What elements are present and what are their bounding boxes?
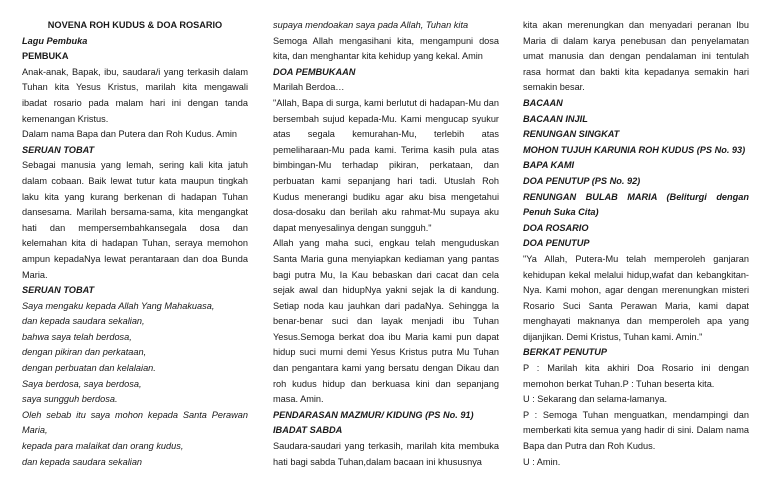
paragraph-semoga: Semoga Allah mengasihani kita, mengampuni dosa kita, dan menghantar kita kehidup yang kekal. Amin [273,35,499,62]
confiteor-continuation: supaya mendoakan saya pada Allah, Tuhan kita [273,20,469,30]
heading-doa-pembukaan: DOA PEMBUKAAN [273,66,356,77]
dialog-line-p: P : Semoga Tuhan menguatkan, mendampingi dan memberkati kita semua yang hadir di sini. Dalam nama Bapa dan Putra dan Roh Kudus. [523,409,749,452]
heading-lagu-pembuka: Lagu Pembuka [22,35,88,46]
heading-pendarasan-mazmur: PENDARASAN MAZMUR/ KIDUNG (PS No. 91) [273,409,474,420]
paragraph-doa-pembukaan: "Allah, Bapa di surga, kami berlutut di hadapan-Mu dan bersembah sujud kepada-Mu. Kami mengucap syukur atas segala kemurahan-Mu, terlebih atas pemeliharaan-Mu pada kami. Terima kasih pula atas bimbingan-Mu terhadap pikiran, perkataan, dan perbuatan kami sepanjang hari tadi. Utuslah Roh Kudus menerangi budiku agar aku bisa mengetahui dosa-dosaku dan berilah aku rahmat-Mu supaya aku dapat menyesalinya dengan sungguh." [273,97,499,233]
heading-doa-rosario: DOA ROSARIO [523,222,589,233]
confiteor-line: dan kepada saudara sekalian, [22,316,145,327]
paragraph-allah-maha-suci: Allah yang maha suci, engkau telah menguduskan Santa Maria guna menyiapkan kediaman yang pantas bagi putra Mu, Ia Kau bebaskan dari cacat dan cela sejak awal dan hidupNya yakni sejak la di kandung. Setiap noda kau jauhkan dari padaNya. Sehingga la benar-benar suci dan layak menjadi ibu Tuhan Yesus.Semoga berkat doa ibu Maria kami pun dapat hidup suci murni demi Yesus Kristus putra Mu Tuhan dan pengantara kami yang bersatu dengan Dikau dan roh kudus hidup dan berkuasa kini dan sepanjang masa. Amin. [273,238,499,405]
confiteor-line: bahwa saya telah berdosa, [22,331,132,342]
column-left [22,18,248,470]
heading-bacaan-injil: BACAAN INJIL [523,113,588,124]
dialog-line-u: U : Sekarang dan selama-lamanya. [523,394,668,405]
column-middle [273,18,499,470]
heading-renungan-singkat: RENUNGAN SINGKAT [523,129,620,140]
column-right [523,18,749,470]
confiteor-line: Saya berdosa, saya berdosa, [22,378,142,389]
paragraph-ibadat-sabda: Saudara-saudari yang terkasih, marilah kita membuka hati bagi sabda Tuhan,dalam bacaan ini khususnya [273,441,499,467]
heading-doa-penutup-92: DOA PENUTUP (PS No. 92) [523,175,641,186]
heading-mohon-tujuh-karunia: MOHON TUJUH KARUNIA ROH KUDUS (PS No. 93) [523,144,746,155]
dialog-line-u: U : Amin. [523,456,561,467]
confiteor-line: dan kepada saudara sekalian [22,456,143,467]
paragraph-pembuka: Anak-anak, Bapak, ibu, saudara/i yang terkasih dalam Tuhan kita Yesus Kristus, marilah kita mengawali ibadat rosario pada malam hari ini dengan tanda kemenangan Kristus. [22,66,248,124]
heading-doa-penutup: DOA PENUTUP [523,238,590,249]
dialog-line-p: P : Marilah kita akhiri Doa Rosario ini dengan memohon berkat Tuhan.P : Tuhan beserta kita. [523,363,749,389]
paragraph-seruan-tobat: Sebagai manusia yang lemah, sering kali kita jatuh dalam cobaan. Baik lewat tutur kata maupun tingkah laku kita yang kurang berkenan di hadapan Tuhan dansesama. Marilah bersama-sama, kita mengangkat hati dan mempersembahkansegala dosa dan kelemahan kita di hadapan Tuhan, seraya memohon ampun kepadaNya lewat perantaraan dan doa Bunda Maria. [22,160,248,280]
heading-seruan-tobat-2: SERUAN TOBAT [22,285,95,296]
paragraph-doa-penutup: "Ya Allah, Putera-Mu telah memperoleh ganjaran kehidupan kekal melalui hidup,wafat dan kebangkitan-Nya. Kami mohon, agar dengan merenungkan misteri Rosario Suci Santa Perawan Maria, kami dapat menghayati maknanya dan memperoleh apa yang dijanjikan. Demi Kristus, Tuhan kami. Amin." [523,253,749,342]
confiteor-line: Oleh sebab itu saya mohon kepada Santa Perawan Maria, [22,409,248,436]
text-marilah-berdoa: Marilah Berdoa… [273,82,345,93]
heading-bapa-kami: BAPA KAMI [523,160,575,171]
confiteor-line: dengan perbuatan dan kelalaian. [22,363,156,374]
confiteor-line: kepada para malaikat dan orang kudus, [22,441,184,452]
heading-seruan-tobat: SERUAN TOBAT [22,144,95,155]
paragraph-renungan-maria: kita akan merenungkan dan menyadari peranan Ibu Maria di dalam karya penebusan dan penyelamatan umat manusia dan dengan pendalaman ini tentulah rasa hormat dan bakti kita kepadanya semakin hari semakin besar. [523,20,749,93]
confiteor-line: dengan pikiran dan perkataan, [22,347,147,358]
confiteor-line: saya sungguh berdosa. [22,394,118,405]
confiteor-line: Saya mengaku kepada Allah Yang Mahakuasa, [22,300,215,311]
heading-renungan-bulan-maria: RENUNGAN BULAB MARIA (Beliturgi dengan Penuh Suka Cita) [523,191,749,218]
heading-bacaan: BACAAN [523,97,563,108]
heading-pembuka: PEMBUKA [22,51,69,62]
heading-berkat-penutup: BERKAT PENUTUP [523,347,608,358]
document-title: NOVENA ROH KUDUS & DOA ROSARIO [47,20,223,30]
heading-ibadat-sabda: IBADAT SABDA [273,425,343,436]
paragraph-pembuka-amin: Dalam nama Bapa dan Putera dan Roh Kudus. Amin [22,129,238,140]
